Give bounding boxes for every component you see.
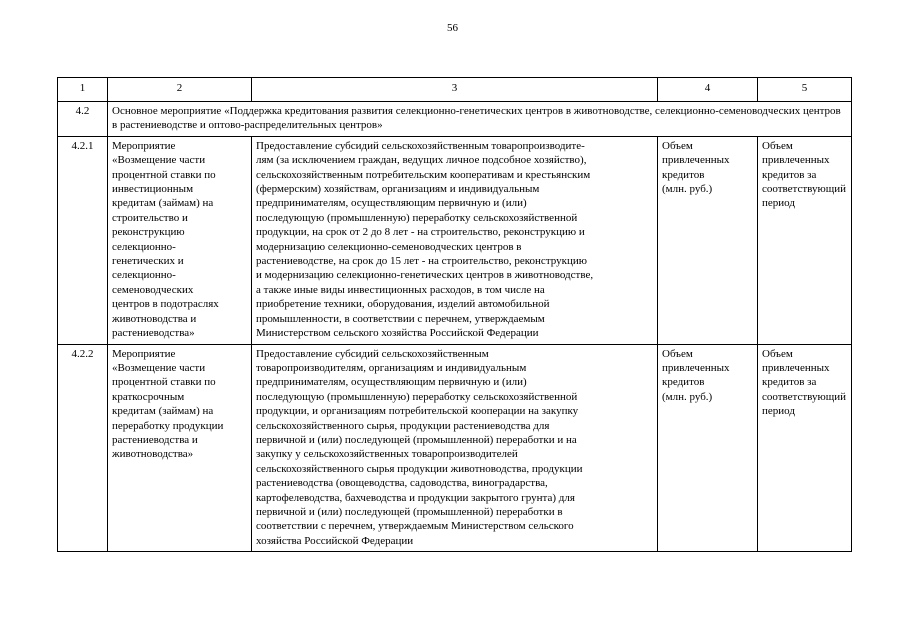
row-number: 4.2.2 — [58, 344, 108, 552]
measures-table — [57, 77, 852, 552]
column-header-5: 5 — [758, 78, 852, 102]
measure-name-text: Мероприятие «Возмещение части процентной ставки по инвестиционным кредитам (займам) на строительство и реконструкцию селекционно- генетических и селекционно- семеноводческих центров в подотраслях животноводства и растениеводства» — [112, 139, 219, 340]
measure-description — [252, 344, 658, 552]
indicator-period-text: Объем привлеченных кредитов за соответствующий период — [762, 139, 846, 210]
indicator-name — [658, 136, 758, 344]
measure-name — [108, 136, 252, 344]
indicator-name-text: Объем привлеченных кредитов (млн. руб.) — [662, 139, 730, 196]
measure-name — [108, 344, 252, 552]
section-title: Основное мероприятие «Поддержка кредитования развития селекционно-генетических центров в животноводстве, селекционно-семеноводческих центров в растениеводстве и оптово-распределительных центров» — [108, 102, 852, 137]
indicator-period — [758, 136, 852, 344]
section-number: 4.2 — [58, 102, 108, 137]
indicator-name-text: Объем привлеченных кредитов (млн. руб.) — [662, 347, 730, 403]
table-row — [58, 344, 852, 552]
table-row — [58, 136, 852, 344]
measure-description-text: Предоставление субсидий сельскохозяйственным товаропроизводителям, организациям и индивидуальным предпринимателям, осуществляющим первичную и (или) последующую (промышленную) переработку сельскохозяйственной продукции, и организациям потребительской кооперации на закупку сельскохозяйственного сырья, продукции растениеводства для первичной и (или) последующей (промышленной) переработки и на закупку у сельскохозяйственных товаропроизводителей сельскохозяйственного сырья продукции животноводства, продукции растениеводства (овощеводства, садоводства, виноградарства, картофелеводства, бахчеводства и продукции закрытого грунта) для первичной и (или) последующей (промышленной) переработки в соответствии с перечнем, утверждаемым Министерством сельского хозяйства Российской Федерации — [256, 347, 583, 547]
page-number: 56 — [447, 22, 458, 34]
measure-description — [252, 136, 658, 344]
column-header-1: 1 — [58, 78, 108, 102]
indicator-name — [658, 344, 758, 552]
column-header-3: 3 — [252, 78, 658, 102]
indicator-period — [758, 344, 852, 552]
measure-name-text: Мероприятие «Возмещение части процентной ставки по краткосрочным кредитам (займам) на переработку продукции растениеводства и животноводства» — [112, 347, 224, 461]
indicator-period-text: Объем привлеченных кредитов за соответствующий период — [762, 347, 846, 418]
section-row — [58, 102, 852, 137]
column-header-2: 2 — [108, 78, 252, 102]
column-header-4: 4 — [658, 78, 758, 102]
measure-description-text: Предоставление субсидий сельскохозяйственным товаропроизводите- лям (за исключением граждан, ведущих личное подсобное хозяйство), сельскохозяйственным потребительским кооперативам и крестьянским (фермерским) хозяйствам, организациям и индивидуальным предпринимателям, осуществляющим первичную и (или) последующую (промышленную) переработку сельскохозяйственной продукции, на срок от 2 до 8 лет - на строительство, реконструкцию и модернизацию селекционно-семеноводческих центров в растениеводстве, на срок до 15 лет - на строительство, реконструкцию и модернизацию селекционно-генетических центров в животноводстве, а также иные виды инвестиционных расходов, в том числе на приобретение техники, оборудования, изделий автомобильной промышленности, в соответствии с перечнем, утверждаемым Министерством сельского хозяйства Российской Федерации — [256, 139, 594, 340]
table-header-row — [58, 78, 852, 102]
row-number: 4.2.1 — [58, 136, 108, 344]
